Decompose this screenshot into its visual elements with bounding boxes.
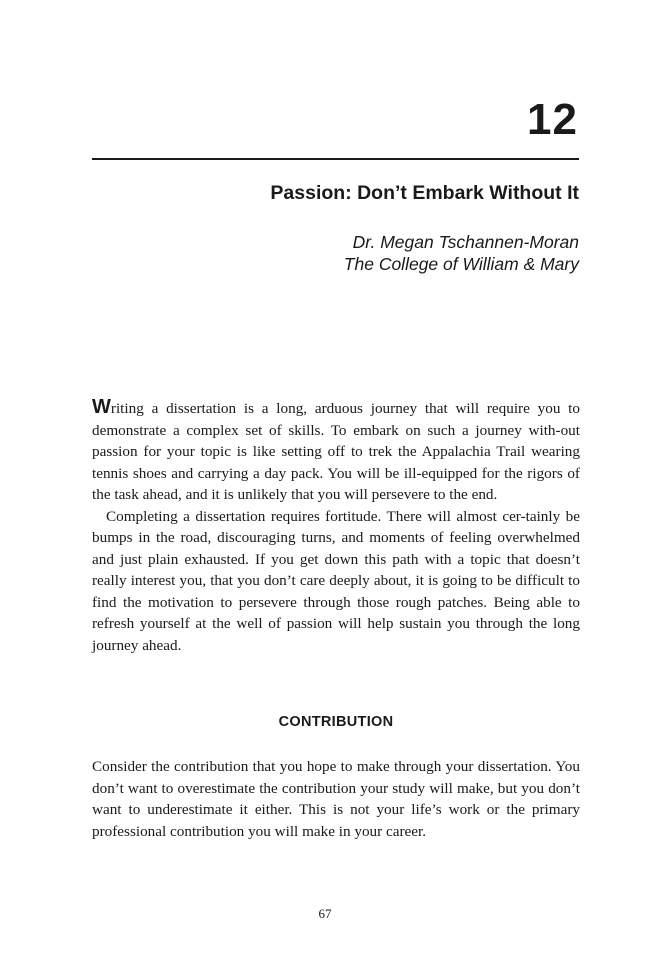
drop-cap: W (92, 396, 111, 418)
byline (344, 231, 579, 275)
section-heading-contribution: CONTRIBUTION (278, 714, 394, 730)
intro-paragraph-1-text: riting a dissertation is a long, arduous journey that will require you to demonstrate a complex set of skills. To embark on such a journey with-out passion for your topic is like setting off to trek the Appalachia Trail wearing tennis shoes and carrying a day pack. You will be ill-equipped for the rigors of the task ahead, and it is unlikely that you will persevere to the end. (92, 400, 580, 503)
intro-paragraph-1 (92, 397, 580, 506)
intro-section (92, 397, 580, 656)
page-number: 67 (318, 906, 332, 921)
contribution-paragraph: Consider the contribution that you hope to make through your dissertation. You don’t want to overestimate the contribution your study will make, but you don’t want to underestimate it either. This is not your life’s work or the primary professional contribution you will make in your career. (92, 758, 580, 840)
author-name: Dr. Megan Tschannen-Moran (352, 232, 579, 252)
chapter-title: Passion: Don’t Embark Without It (270, 182, 579, 204)
chapter-rule (92, 158, 579, 160)
intro-paragraph-2: Completing a dissertation requires fortitude. There will almost cer-tainly be bumps in the road, discouraging turns, and moments of feeling overwhelmed and just plain exhausted. If you get down this path with a topic that doesn’t really interest you, that you don’t care deeply about, it is going to be difficult to find the motivation to persevere through those rough patches. Being able to refresh yourself at the well of passion will help sustain you through the long journey ahead. (92, 507, 580, 654)
contribution-section (92, 756, 580, 842)
chapter-number: 12 (527, 95, 578, 144)
author-affiliation: The College of William & Mary (343, 254, 579, 274)
